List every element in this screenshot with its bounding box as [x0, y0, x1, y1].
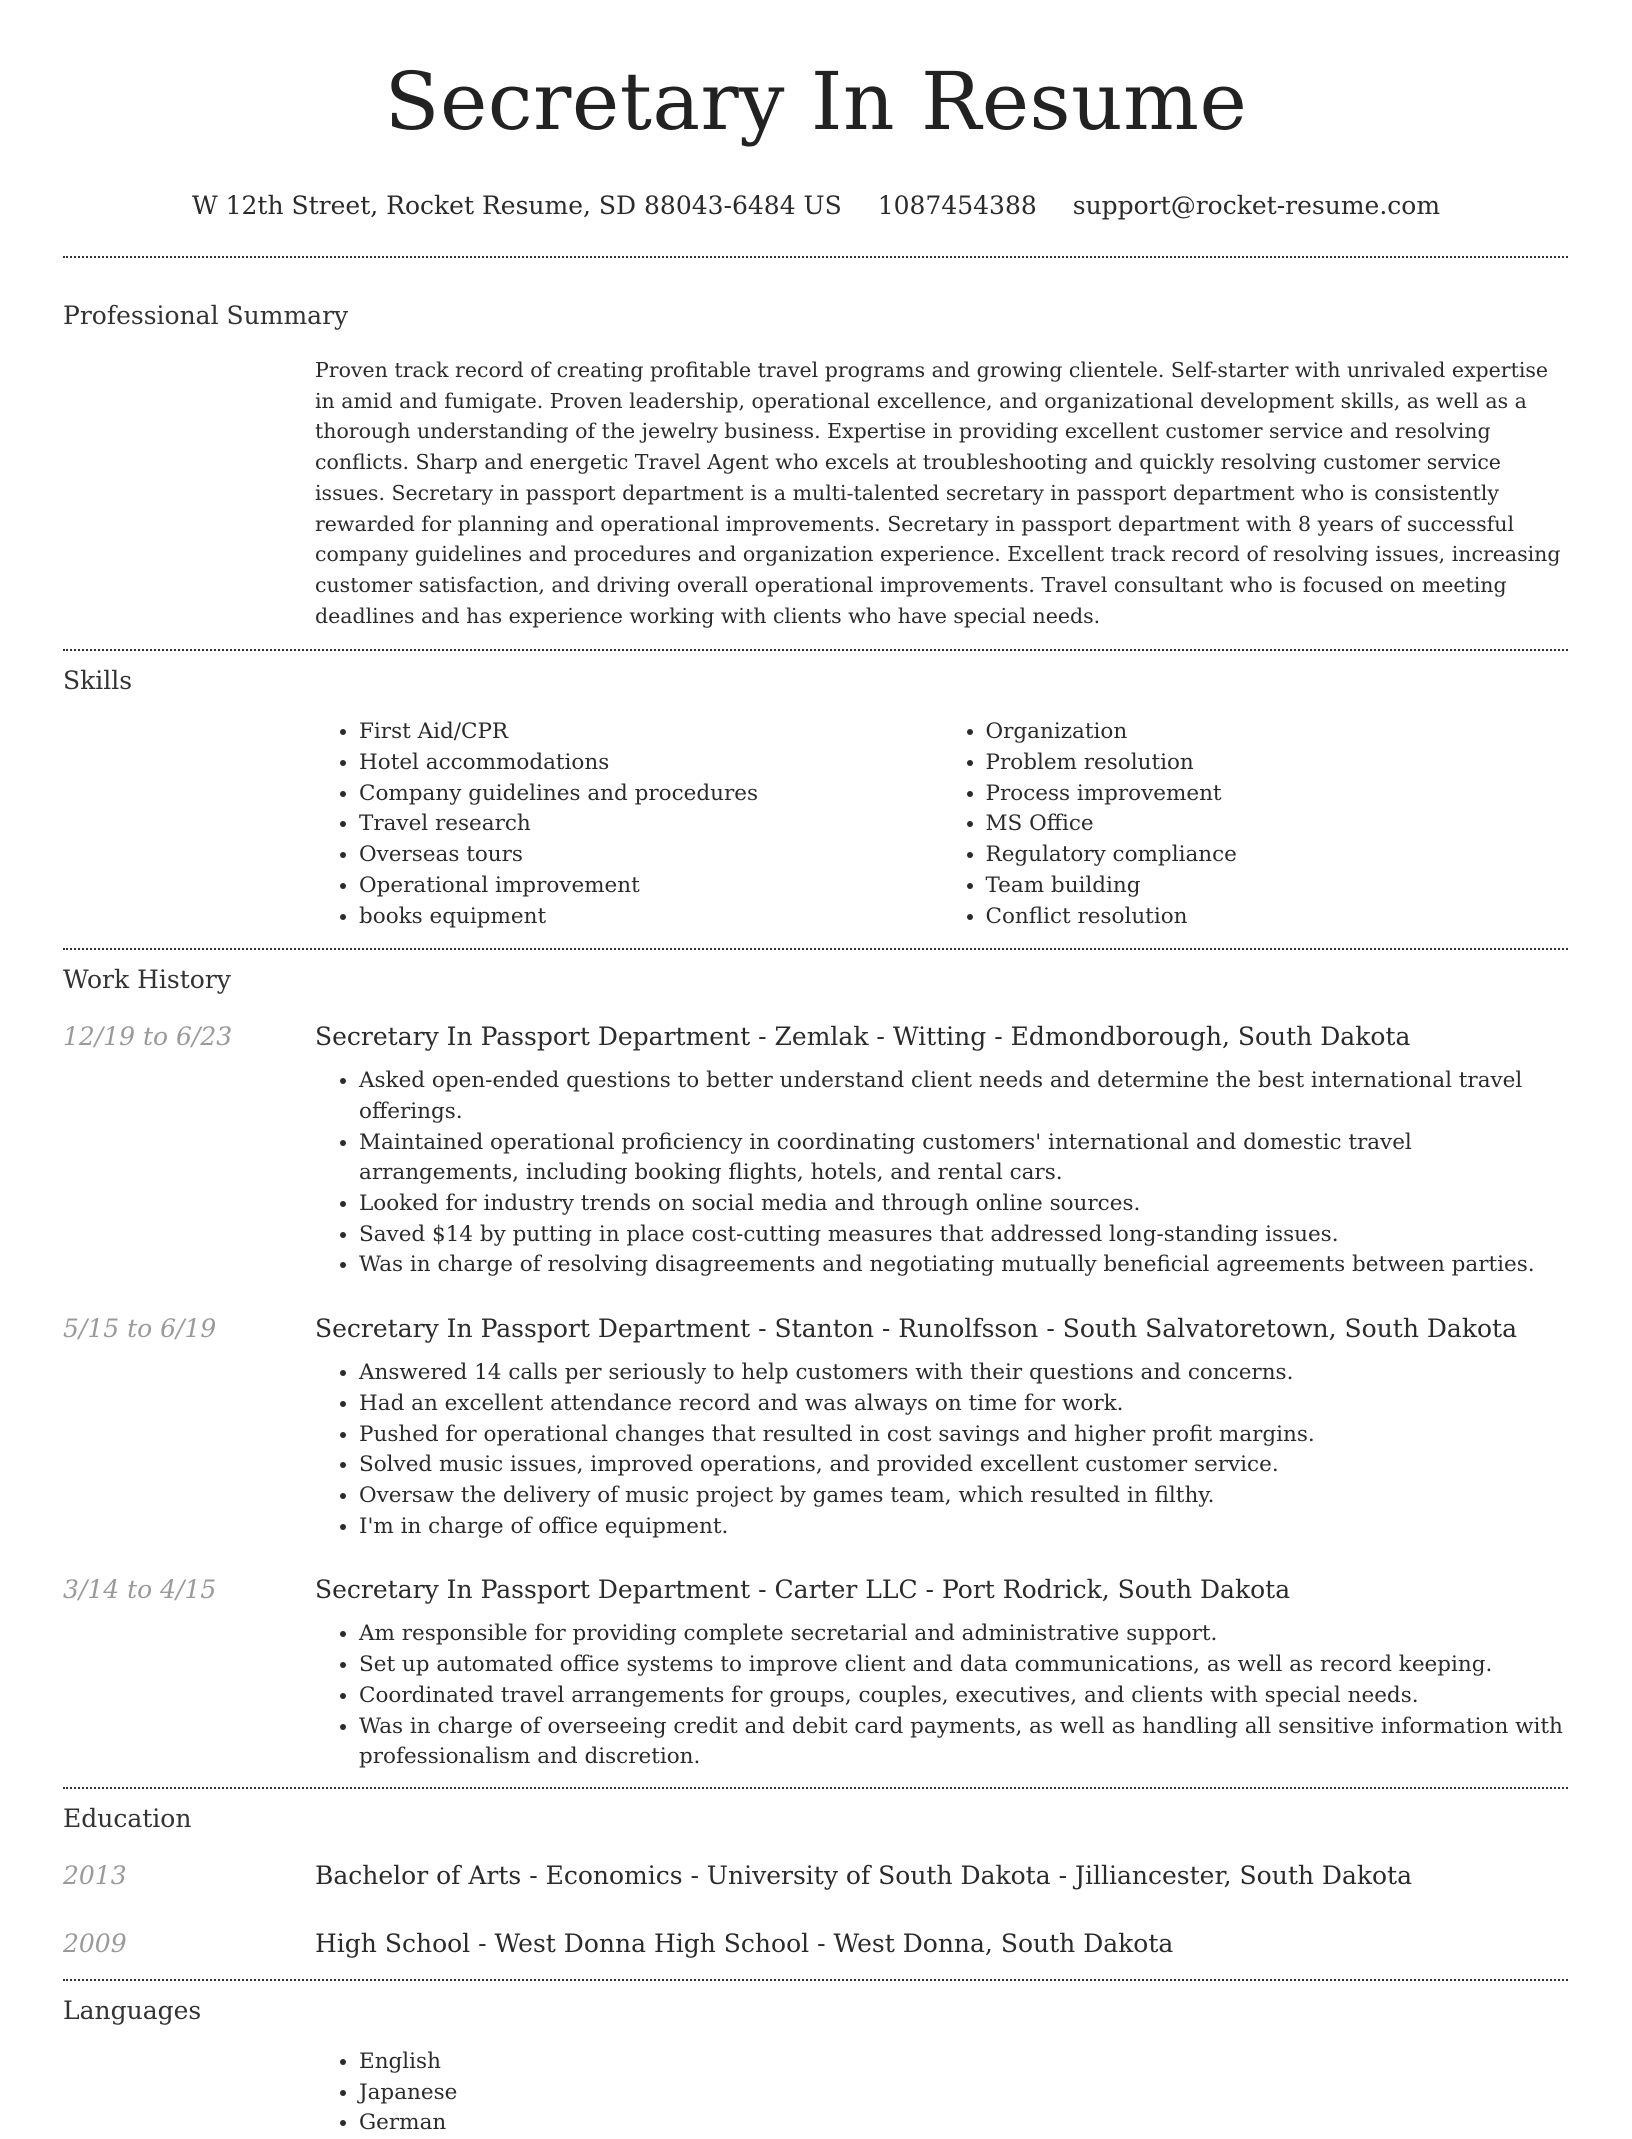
skill-item: • Overseas tours	[359, 840, 942, 871]
section-title-skills: Skills	[63, 666, 133, 696]
job-entry	[63, 1310, 1569, 1542]
job-bullets	[315, 1619, 1568, 1773]
job-bullet: • Had an excellent attendance record and was always on time for work.	[359, 1389, 1568, 1420]
summary-section	[63, 298, 1569, 631]
languages-bullets	[315, 2047, 1568, 2139]
job-bullet: • Saved $14 by putting in place cost-cutting measures that addressed long-standing issues.	[359, 1220, 1568, 1251]
job-bullet: • Looked for industry trends on social media and through online sources.	[359, 1189, 1568, 1220]
job-bullet: • Set up automated office systems to improve client and data communications, as well as record keeping.	[359, 1650, 1568, 1681]
section-divider	[63, 256, 1568, 258]
contact-email: support@rocket-resume.com	[1072, 191, 1441, 220]
job-bullet: • Pushed for operational changes that resulted in cost savings and higher profit margins.	[359, 1420, 1568, 1451]
job-bullet: • Oversaw the delivery of music project by games team, which resulted in filthy.	[359, 1481, 1568, 1512]
skill-item: • Regulatory compliance	[986, 840, 1569, 871]
resume-name: Secretary In Resume	[384, 55, 1248, 148]
job-title: Secretary In Passport Department - Zemlak - Witting - Edmondborough, South Dakota	[315, 1022, 1411, 1052]
job-details	[315, 1571, 1568, 1773]
education-entry	[63, 1857, 1569, 1895]
job-bullets	[315, 1358, 1568, 1542]
job-bullet: • Maintained operational proficiency in coordinating customers' international and domestic travel arrangements, including booking flights, hotels, and rental cars.	[359, 1128, 1568, 1189]
job-title: Secretary In Passport Department - Stanton - Runolfsson - South Salvatoretown, South Dakota	[315, 1314, 1517, 1344]
job-title: Secretary In Passport Department - Carter LLC - Port Rodrick, South Dakota	[315, 1575, 1291, 1605]
skill-item: • Conflict resolution	[986, 902, 1569, 933]
language-item: • German	[359, 2108, 1568, 2139]
education-entry	[63, 1925, 1569, 1963]
job-bullet: • Was in charge of overseeing credit and debit card payments, as well as handling all sensitive information with professionalism and discretion.	[359, 1712, 1568, 1773]
skill-item: • Operational improvement	[359, 871, 942, 902]
job-bullet: • I'm in charge of office equipment.	[359, 1512, 1568, 1543]
skill-item: • Organization	[986, 717, 1569, 748]
language-item: • Japanese	[359, 2078, 1568, 2109]
education-date: 2013	[63, 1860, 127, 1890]
skill-item: • MS Office	[986, 809, 1569, 840]
skill-item: • Travel research	[359, 809, 942, 840]
job-bullets	[315, 1066, 1568, 1281]
section-title-work: Work History	[63, 965, 231, 995]
skill-item: • Company guidelines and procedures	[359, 779, 942, 810]
education-date: 2009	[63, 1928, 127, 1958]
education-section	[63, 1801, 1569, 1963]
languages-list	[315, 2047, 1568, 2139]
language-item: • English	[359, 2047, 1568, 2078]
skill-item: • Team building	[986, 871, 1569, 902]
job-bullet: • Asked open-ended questions to better understand client needs and determine the best international travel offerings.	[359, 1066, 1568, 1127]
skills-section	[63, 663, 1569, 932]
education-details: Bachelor of Arts - Economics - University of South Dakota - Jilliancester, South Dakota	[315, 1860, 1413, 1890]
skills-column-right	[942, 717, 1569, 932]
job-bullet: • Coordinated travel arrangements for groups, couples, executives, and clients with special needs.	[359, 1681, 1568, 1712]
section-title-education: Education	[63, 1803, 192, 1833]
job-bullet: • Am responsible for providing complete secretarial and administrative support.	[359, 1619, 1568, 1650]
job-bullet: • Solved music issues, improved operations, and provided excellent customer service.	[359, 1450, 1568, 1481]
job-date: 3/14 to 4/15	[63, 1575, 217, 1605]
work-section	[63, 962, 1569, 1773]
section-title-summary: Professional Summary	[63, 301, 349, 330]
contact-phone: 1087454388	[877, 191, 1037, 220]
job-bullet: • Was in charge of resolving disagreements and negotiating mutually beneficial agreements between parties.	[359, 1250, 1568, 1281]
job-details	[315, 1310, 1568, 1542]
skill-item: • books equipment	[359, 902, 942, 933]
section-title-languages: Languages	[63, 1995, 202, 2025]
job-entry	[63, 1018, 1569, 1281]
contact-line	[63, 186, 1569, 226]
job-entry	[63, 1571, 1569, 1773]
contact-address: W 12th Street, Rocket Resume, SD 88043-6484 US	[191, 191, 842, 220]
skills-column-left	[315, 717, 942, 932]
section-divider	[63, 649, 1568, 651]
job-date: 12/19 to 6/23	[63, 1022, 233, 1052]
section-divider	[63, 948, 1568, 950]
skill-item: • Problem resolution	[986, 748, 1569, 779]
section-divider	[63, 1979, 1568, 1981]
skill-item: • First Aid/CPR	[359, 717, 942, 748]
education-details: High School - West Donna High School - West Donna, South Dakota	[315, 1928, 1174, 1958]
job-date: 5/15 to 6/19	[63, 1314, 217, 1344]
job-bullet: • Answered 14 calls per seriously to help customers with their questions and concerns.	[359, 1358, 1568, 1389]
skill-item: • Hotel accommodations	[359, 748, 942, 779]
section-divider	[63, 1787, 1568, 1789]
summary-text: Proven track record of creating profitable travel programs and growing clientele. Self-starter with unrivaled expertise in amid and fumigate. Proven leadership, operational excellence, and organizational development skills, as well as a thorough understanding of the jewelry business. Expertise in providing excellent customer service and resolving conflicts. Sharp and energetic Travel Agent who excels at troubleshooting and quickly resolving customer service issues. Secretary in passport department is a multi-talented secretary in passport department who is consistently rewarded for planning and operational improvements. Secretary in passport department with 8 years of successful company guidelines and procedures and organization experience. Excellent track record of resolving issues, increasing customer satisfaction, and driving overall operational improvements. Travel consultant who is focused on meeting deadlines and has experience working with clients who have special needs.	[315, 358, 1561, 628]
skills-list	[315, 717, 1568, 932]
skill-item: • Process improvement	[986, 779, 1569, 810]
job-details	[315, 1018, 1568, 1281]
languages-section	[63, 1993, 1569, 2139]
